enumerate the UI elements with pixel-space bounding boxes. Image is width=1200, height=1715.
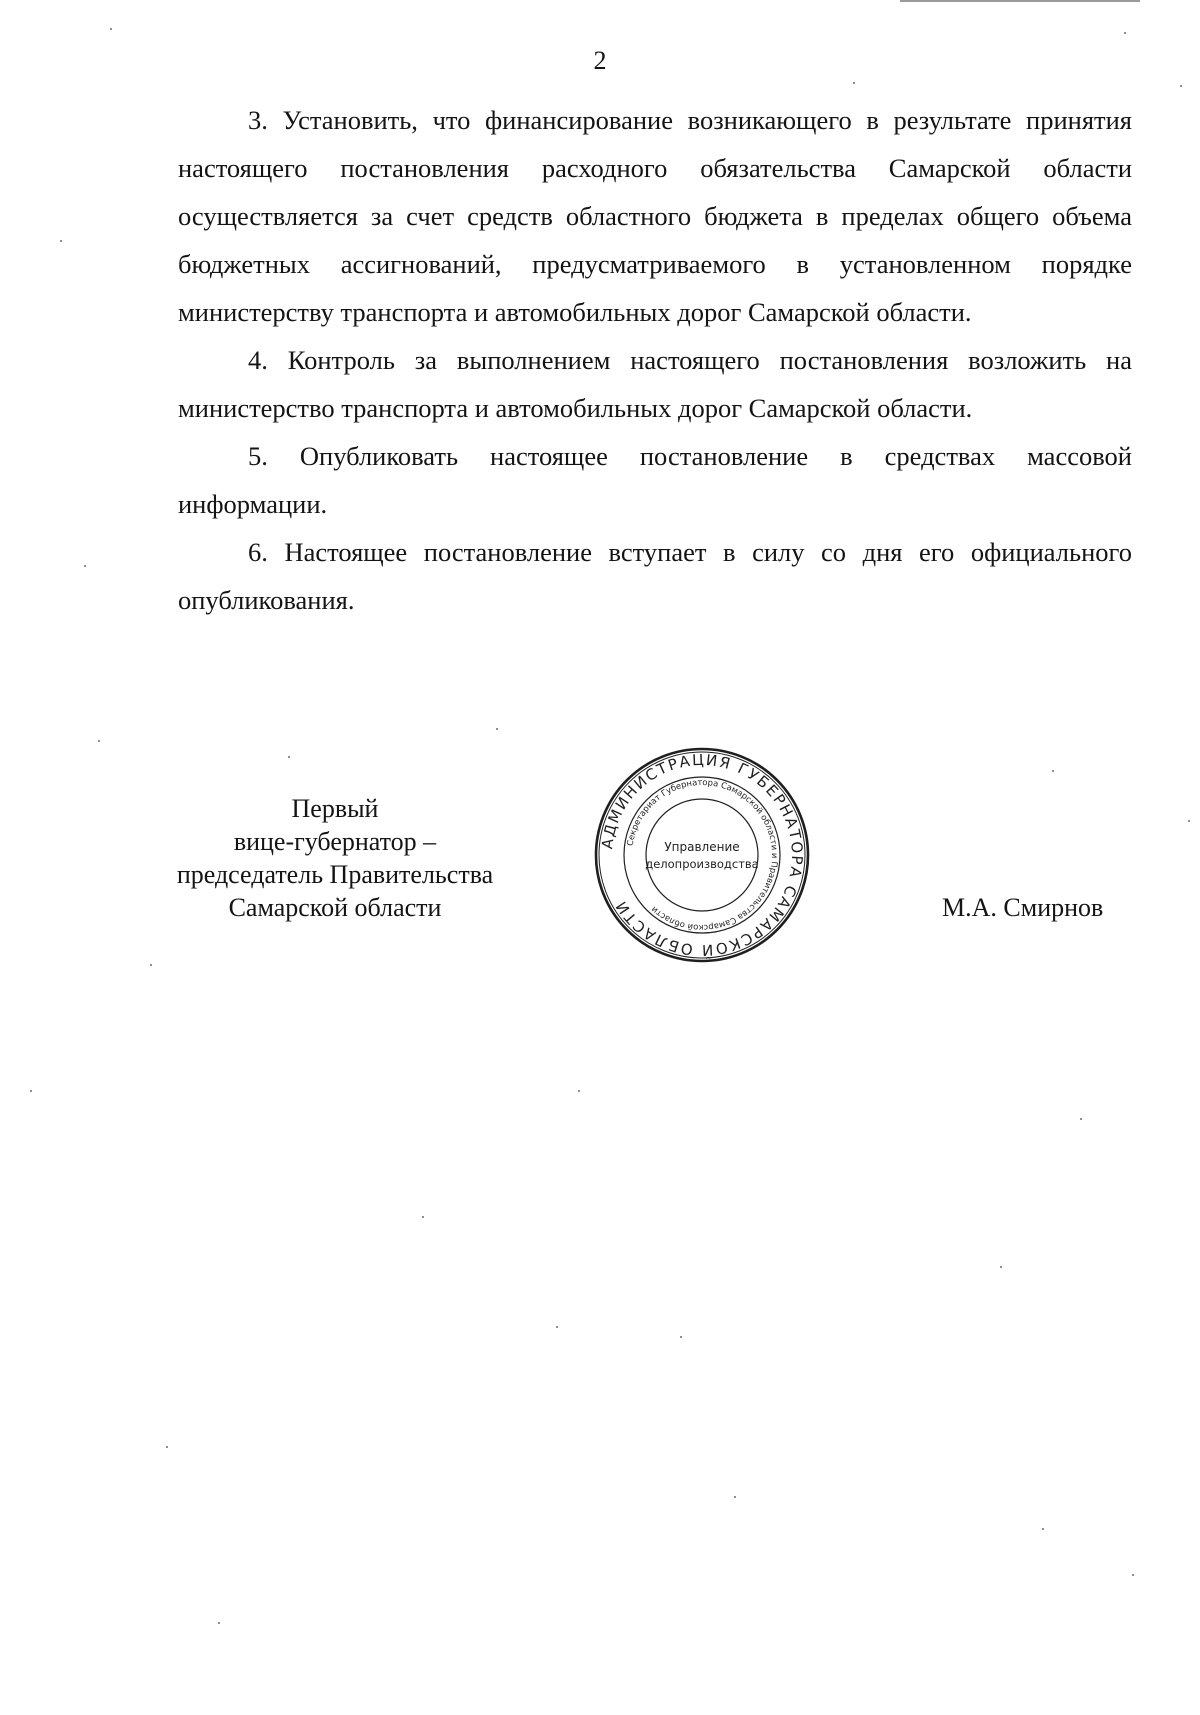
page-number: 2 — [593, 46, 607, 75]
svg-text:Секретариат Губернатора Самарс — [625, 777, 780, 933]
scan-speck — [496, 728, 498, 730]
signer-name: М.А. Смирнов — [942, 893, 1104, 922]
scan-speck — [556, 1326, 558, 1328]
scan-speck — [30, 1090, 32, 1092]
scan-speck — [1124, 32, 1126, 34]
scan-speck — [1188, 820, 1190, 822]
signer-title — [150, 792, 520, 924]
scan-edge-line — [900, 0, 1140, 2]
stamp-center-line-2: делопроизводства — [645, 857, 759, 871]
scan-speck — [853, 82, 855, 84]
paragraph-6: 6. Настоящее постановление вступает в силу со дня его официального опубликования. — [178, 537, 1132, 615]
scan-speck — [734, 1496, 736, 1498]
scan-speck — [218, 1622, 220, 1624]
scan-speck — [166, 1446, 168, 1448]
scan-speck — [288, 756, 290, 758]
scan-speck — [84, 565, 86, 567]
stamp-graphic — [592, 745, 812, 965]
official-stamp — [592, 745, 812, 965]
stamp-outer-text: АДМИНИСТРАЦИЯ ГУБЕРНАТОРА САМАРСКОЙ ОБЛАСТИ — [598, 750, 807, 960]
scan-speck — [150, 964, 152, 966]
signer-title-line: вице-губернатор – — [233, 827, 437, 856]
scan-speck — [680, 1336, 682, 1338]
scan-speck — [110, 28, 112, 30]
stamp-inner-text: Секретариат Губернатора Самарской области и Правительства Самарской области — [624, 776, 781, 934]
signer-title-line: Самарской области — [228, 893, 442, 922]
scan-speck — [1132, 1574, 1134, 1576]
scan-speck — [578, 1090, 580, 1092]
scan-speck — [1000, 1266, 1002, 1268]
scan-speck — [1052, 770, 1054, 772]
document-body — [178, 96, 1132, 624]
scan-speck — [422, 1216, 424, 1218]
stamp-center-line-1: Управление — [664, 840, 740, 854]
signer-title-line: Первый — [291, 794, 379, 823]
paragraph-3: 3. Установить, что финансирование возникающего в результате принятия настоящего постановления расходного обязательства Самарской области осуществляется за счет средств областного бюджета в пределах общего объема бюджетных ассигнований, предусматриваемого в установленном порядке министерству транспорта и автомобильных дорог Самарской области. — [178, 105, 1132, 327]
scan-speck — [1180, 85, 1182, 87]
scan-speck — [1042, 1528, 1044, 1530]
scan-speck — [60, 240, 62, 242]
paragraph-4: 4. Контроль за выполнением настоящего постановления возложить на министерство транспорта и автомобильных дорог Самарской области. — [178, 345, 1132, 423]
signer-title-line: председатель Правительства — [176, 860, 494, 889]
scan-speck — [1080, 1118, 1082, 1120]
paragraph-5: 5. Опубликовать настоящее постановление в средствах массовой информации. — [178, 441, 1132, 519]
scan-speck — [98, 740, 100, 742]
